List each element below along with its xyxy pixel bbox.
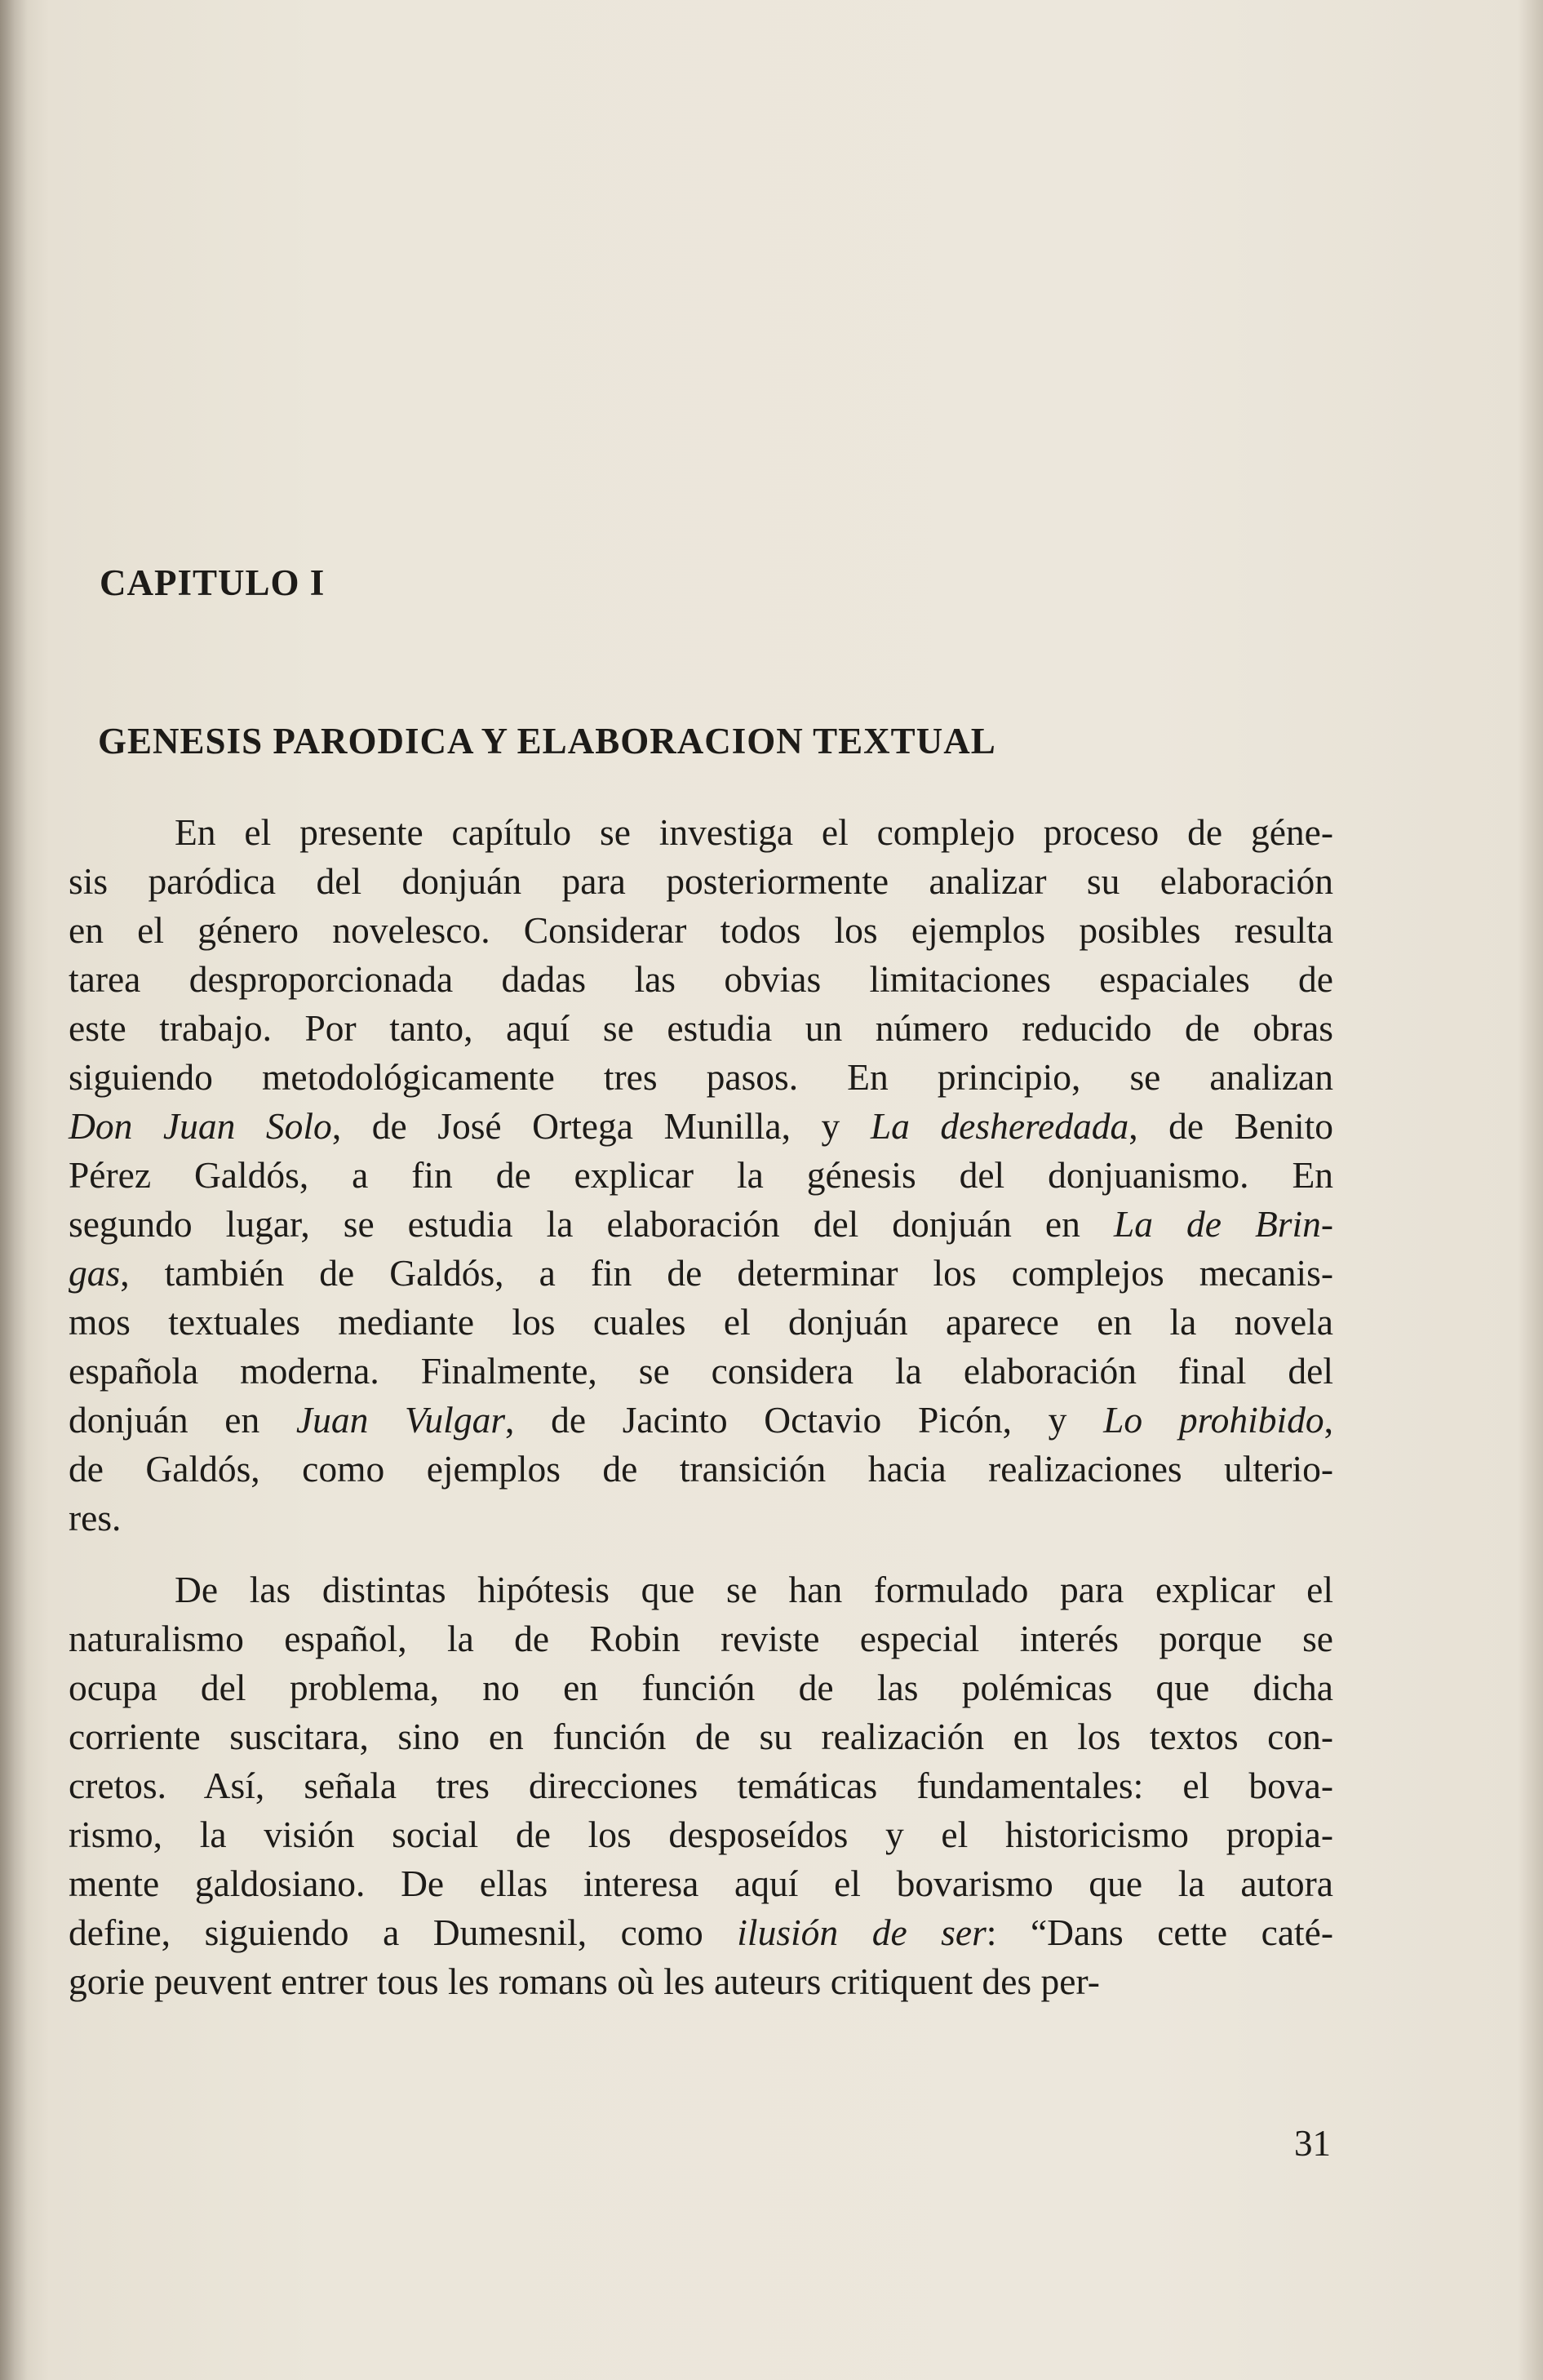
text-line xyxy=(69,1663,1333,1712)
text-run: este trabajo. Por tanto, aquí se estudia un número reducido de obras xyxy=(69,1007,1333,1049)
text-line xyxy=(69,906,1333,955)
text-run: de Galdós, como ejemplos de transición hacia realizaciones ulterio- xyxy=(69,1448,1333,1490)
text-line xyxy=(69,1810,1333,1859)
text-line xyxy=(69,1445,1333,1494)
page-number: 31 xyxy=(1294,2123,1331,2164)
paragraph xyxy=(69,808,1333,1543)
text-run: : “Dans cette caté- xyxy=(986,1912,1334,1953)
paragraph xyxy=(69,1565,1333,2006)
text-line xyxy=(69,1396,1333,1445)
text-run: segundo lugar, se estudia la elaboración del donjuán en xyxy=(69,1203,1114,1245)
chapter-title: GENESIS PARODICA Y ELABORACION TEXTUAL xyxy=(98,721,996,762)
text-run: tarea desproporcionada dadas las obvias limitaciones espaciales de xyxy=(69,958,1333,1000)
text-run: , xyxy=(1324,1399,1333,1441)
text-line xyxy=(69,1249,1333,1298)
text-line xyxy=(69,1761,1333,1810)
gutter-shadow xyxy=(0,0,28,2380)
text-run: , de José Ortega Munilla, y xyxy=(331,1105,871,1147)
text-line xyxy=(69,857,1333,906)
text-run: rismo, la visión social de los desposeídos y el historicismo propia- xyxy=(69,1814,1333,1855)
italic-title: gas xyxy=(69,1252,121,1294)
text-run: mos textuales mediante los cuales el donjuán aparece en la novela xyxy=(69,1301,1333,1343)
text-run: naturalismo español, la de Robin reviste especial interés porque se xyxy=(69,1618,1333,1659)
text-run: define, siguiendo a Dumesnil, como xyxy=(69,1912,738,1953)
text-line xyxy=(69,1859,1333,1908)
text-run: , de Benito xyxy=(1128,1105,1333,1147)
text-line xyxy=(69,1151,1333,1200)
text-line xyxy=(69,1494,1333,1543)
text-line xyxy=(69,1565,1333,1614)
text-line xyxy=(69,1712,1333,1761)
text-run: , también de Galdós, a fin de determinar los complejos mecanis- xyxy=(120,1252,1333,1294)
text-line xyxy=(69,1908,1333,1957)
text-run: , de Jacinto Octavio Picón, y xyxy=(505,1399,1104,1441)
text-line xyxy=(69,955,1333,1004)
text-run: corriente suscitara, sino en función de su realización en los textos con- xyxy=(69,1716,1333,1757)
text-line xyxy=(69,808,1333,857)
text-run: mente galdosiano. De ellas interesa aquí el bovarismo que la autora xyxy=(69,1863,1333,1904)
text-line xyxy=(69,1614,1333,1663)
text-run: siguiendo metodológicamente tres pasos. En principio, se analizan xyxy=(69,1056,1333,1098)
text-line xyxy=(69,1957,1333,2006)
text-run: donjuán en xyxy=(69,1399,296,1441)
italic-title: Lo prohibido xyxy=(1103,1399,1324,1441)
body-text xyxy=(69,808,1333,2006)
text-run: De las distintas hipótesis que se han formulado para explicar el xyxy=(175,1569,1333,1610)
text-run: ocupa del problema, no en función de las polémicas que dicha xyxy=(69,1667,1333,1708)
italic-title: Don Juan Solo xyxy=(69,1105,332,1147)
text-line xyxy=(69,1298,1333,1347)
text-run: en el género novelesco. Considerar todos los ejemplos posibles resulta xyxy=(69,909,1333,951)
italic-title: Juan Vulgar xyxy=(295,1399,506,1441)
text-run: española moderna. Finalmente, se considera la elaboración final del xyxy=(69,1350,1333,1392)
text-line xyxy=(69,1053,1333,1102)
text-line xyxy=(69,1200,1333,1249)
chapter-label: CAPITULO I xyxy=(100,562,326,603)
text-run: sis paródica del donjuán para posteriormente analizar su elaboración xyxy=(69,860,1333,902)
text-run: res. xyxy=(69,1497,122,1539)
italic-title: La de Brin- xyxy=(1113,1203,1333,1245)
italic-title: La desheredada xyxy=(870,1105,1129,1147)
text-run: cretos. Así, señala tres direcciones temáticas fundamentales: el bova- xyxy=(69,1765,1333,1806)
text-run: En el presente capítulo se investiga el complejo proceso de géne- xyxy=(175,811,1333,853)
text-line xyxy=(69,1347,1333,1396)
text-line xyxy=(69,1004,1333,1053)
italic-title: ilusión de ser xyxy=(737,1912,987,1953)
text-run: gorie peuvent entrer tous les romans où les auteurs critiquent des per- xyxy=(69,1960,1100,2002)
text-line xyxy=(69,1102,1333,1151)
text-run: Pérez Galdós, a fin de explicar la génesis del donjuanismo. En xyxy=(69,1154,1333,1196)
